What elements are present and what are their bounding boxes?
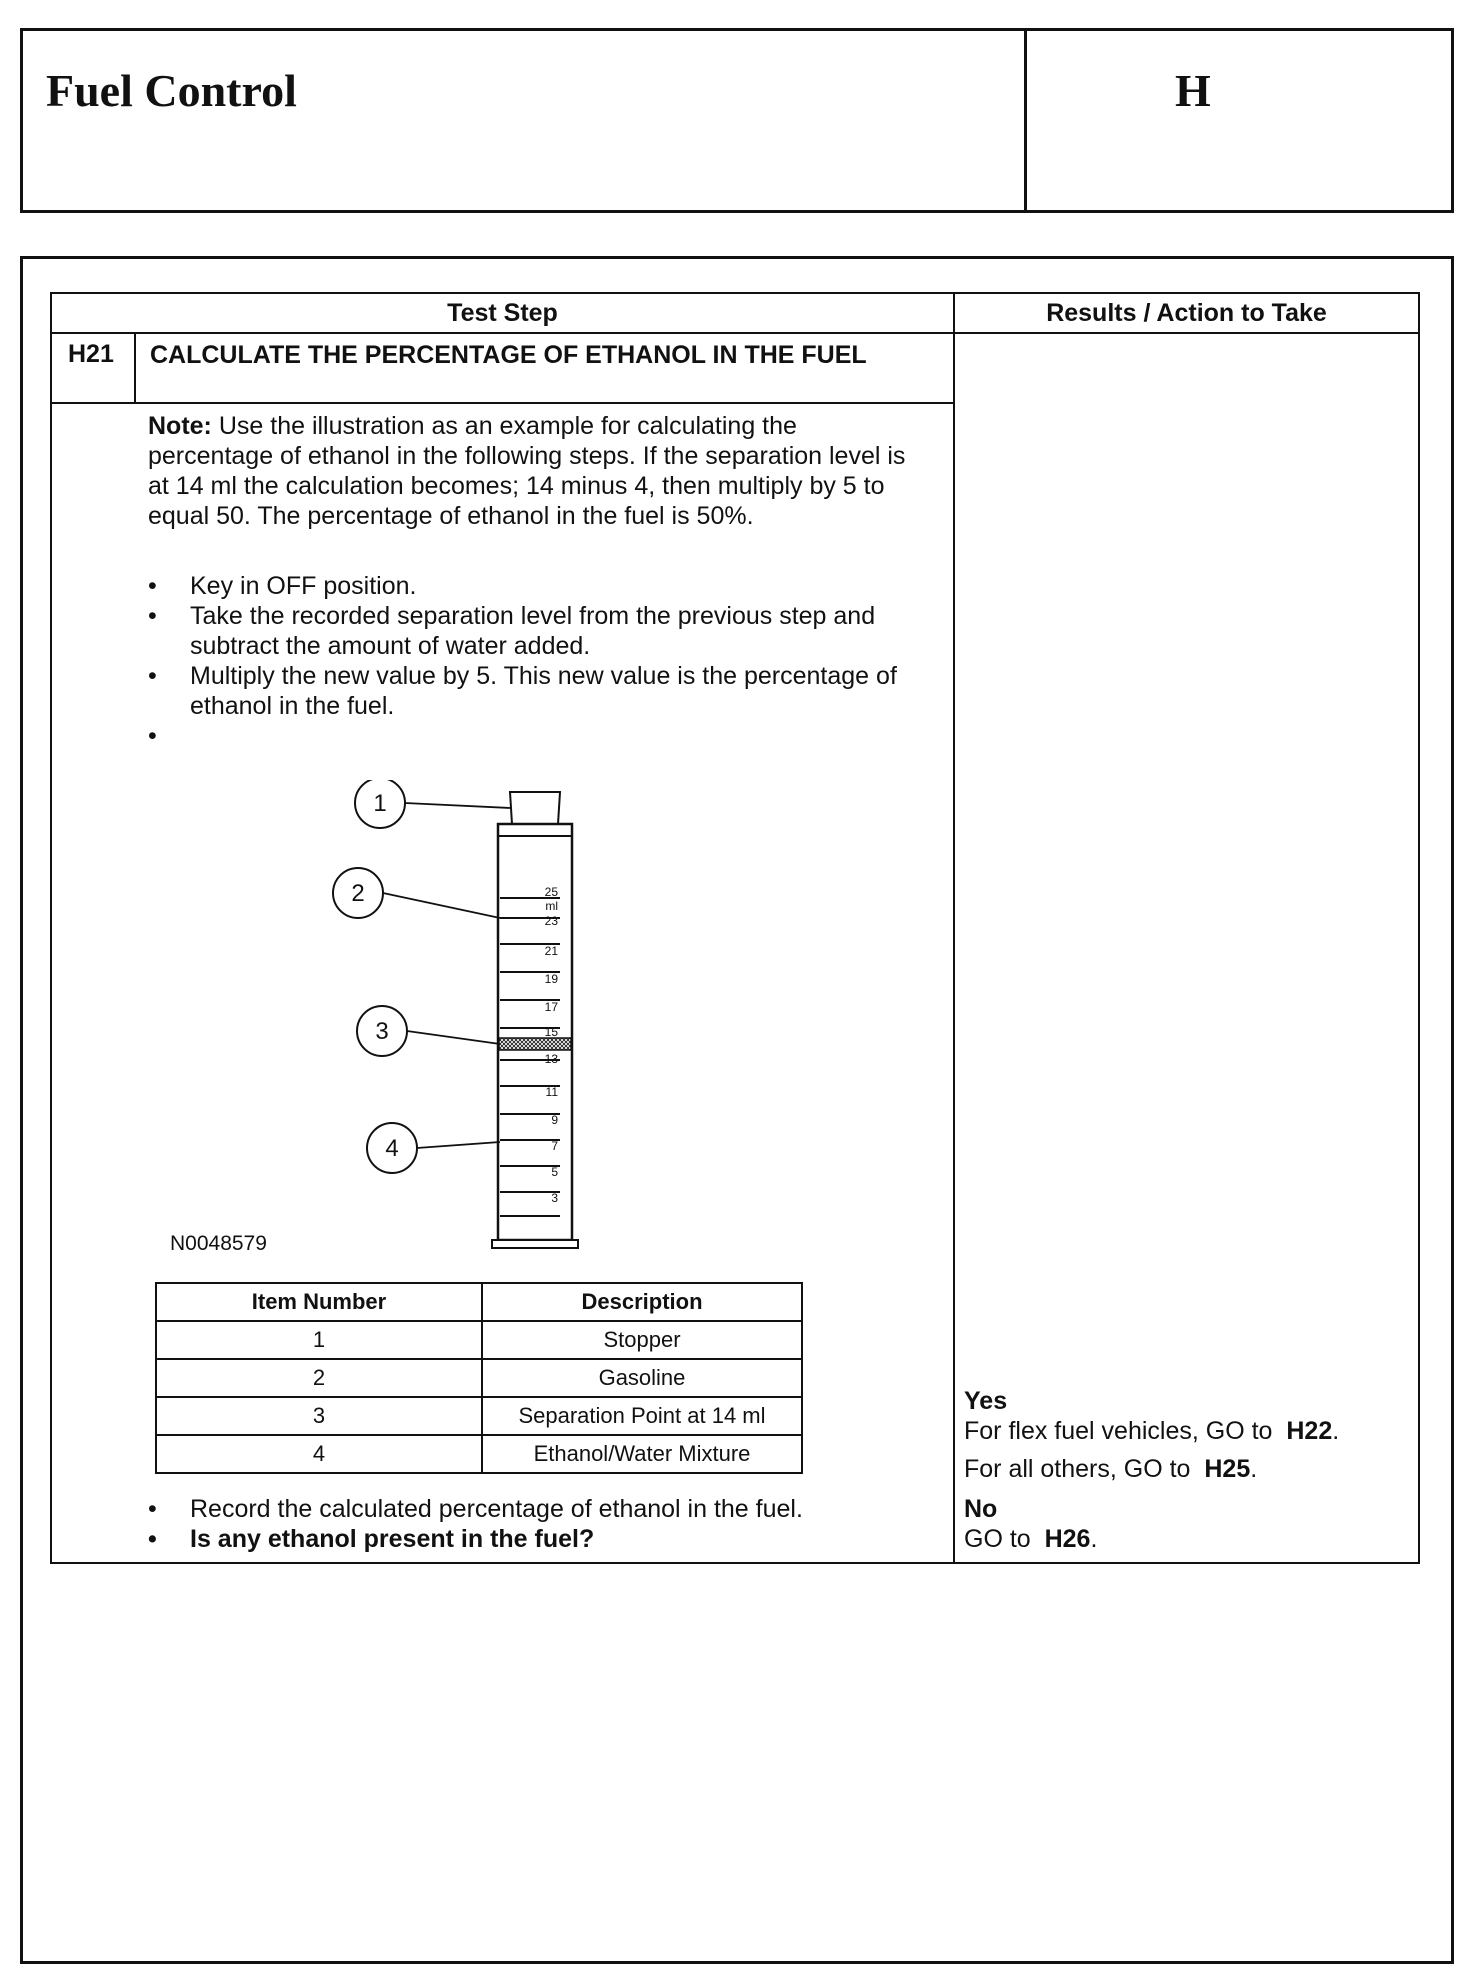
illustration-id: N0048579 bbox=[170, 1232, 267, 1255]
title-row-divider bbox=[52, 402, 953, 404]
stopper-shape bbox=[510, 792, 560, 824]
callout-label: 2 bbox=[351, 880, 365, 907]
section-code: H bbox=[1175, 65, 1211, 116]
table-row bbox=[156, 1359, 802, 1397]
scale-label: 3 bbox=[551, 1191, 558, 1205]
list-item: • Key in OFF position. bbox=[148, 572, 417, 600]
result-no-label: No bbox=[964, 1495, 998, 1523]
scale-label: 17 bbox=[544, 1000, 558, 1014]
legend-description: Gasoline bbox=[482, 1359, 802, 1397]
final-instruction-list bbox=[148, 1494, 928, 1554]
cylinder-base bbox=[492, 1240, 578, 1248]
step-reference: H22 bbox=[1286, 1417, 1333, 1445]
scale-label: 11 bbox=[545, 1085, 558, 1099]
legend-item-number: 3 bbox=[156, 1397, 482, 1435]
legend-header-description: Description bbox=[482, 1283, 802, 1321]
step-id-divider bbox=[134, 332, 136, 402]
result-no-action: GO to H26. bbox=[964, 1525, 1098, 1553]
column-header-test-step: Test Step bbox=[447, 299, 558, 327]
scale-label: 7 bbox=[551, 1139, 558, 1153]
table-row bbox=[156, 1435, 802, 1473]
result-yes-others: For all others, GO to H25. bbox=[964, 1455, 1258, 1483]
step-id: H21 bbox=[68, 340, 114, 368]
separation-band bbox=[499, 1038, 571, 1050]
list-item: • Multiply the new value by 5. This new value is the percentage of ethanol in the fuel. bbox=[148, 662, 897, 720]
callout-label: 4 bbox=[385, 1135, 399, 1162]
step-title: CALCULATE THE PERCENTAGE OF ETHANOL IN THE FUEL bbox=[150, 341, 867, 369]
note-paragraph bbox=[148, 411, 928, 531]
result-yes-label: Yes bbox=[964, 1387, 1008, 1415]
instruction-list: • Key in OFF position. • Take the recorded separation level from the previous step and subtract the amount of water added. • Multiply the new value by 5. This new value is the percentage of ethanol in the fuel. • bbox=[148, 571, 928, 721]
scale-label: 23 bbox=[544, 914, 558, 928]
list-item: • Take the recorded separation level from the previous step and subtract the amount of water added. bbox=[148, 602, 876, 660]
list-item: • Record the calculated percentage of ethanol in the fuel. bbox=[148, 1495, 803, 1523]
header-divider bbox=[1024, 31, 1027, 210]
scale-label: 13 bbox=[544, 1052, 558, 1066]
scale-label: 19 bbox=[544, 972, 558, 986]
legend-description: Stopper bbox=[482, 1321, 802, 1359]
legend-item-number: 1 bbox=[156, 1321, 482, 1359]
legend-description: Ethanol/Water Mixture bbox=[482, 1435, 802, 1473]
step-reference: H25 bbox=[1204, 1455, 1251, 1483]
graduated-cylinder-illustration bbox=[320, 780, 820, 1300]
result-yes-flex-fuel: For flex fuel vehicles, GO to H22. bbox=[964, 1417, 1340, 1445]
cylinder-body bbox=[498, 824, 572, 1240]
legend-table bbox=[155, 1282, 803, 1474]
scale-label: 15 bbox=[544, 1025, 558, 1039]
callout-label: 3 bbox=[375, 1018, 389, 1045]
legend-item-number: 4 bbox=[156, 1435, 482, 1473]
legend-item-number: 2 bbox=[156, 1359, 482, 1397]
step-reference: H26 bbox=[1044, 1525, 1091, 1553]
list-item: • Is any ethanol present in the fuel? bbox=[148, 1525, 595, 1553]
column-header-results: Results / Action to Take bbox=[1046, 299, 1327, 327]
scale-label: 21 bbox=[544, 944, 558, 958]
legend-header-item: Item Number bbox=[156, 1283, 482, 1321]
page-title: Fuel Control bbox=[46, 65, 297, 116]
table-row bbox=[156, 1397, 802, 1435]
table-row bbox=[156, 1321, 802, 1359]
header-row-divider bbox=[52, 332, 1418, 334]
scale-label: 5 bbox=[551, 1165, 558, 1179]
legend-header-row bbox=[156, 1283, 802, 1321]
scale-label: 9 bbox=[551, 1113, 558, 1127]
column-divider bbox=[953, 294, 955, 1562]
note-text: Use the illustration as an example for calculating the percentage of ethanol in the following steps. If the separation level is at 14 ml the calculation becomes; 14 minus 4, then multiply by 5 to equal 50. The percentage of ethanol in the fuel is 50%. bbox=[148, 412, 906, 530]
legend-description: Separation Point at 14 ml bbox=[482, 1397, 802, 1435]
note-label: Note: bbox=[148, 412, 212, 440]
scale-label: 25 bbox=[544, 885, 558, 899]
scale-label: ml bbox=[545, 899, 558, 913]
callout-label: 1 bbox=[373, 790, 387, 817]
page-header bbox=[20, 28, 1454, 213]
